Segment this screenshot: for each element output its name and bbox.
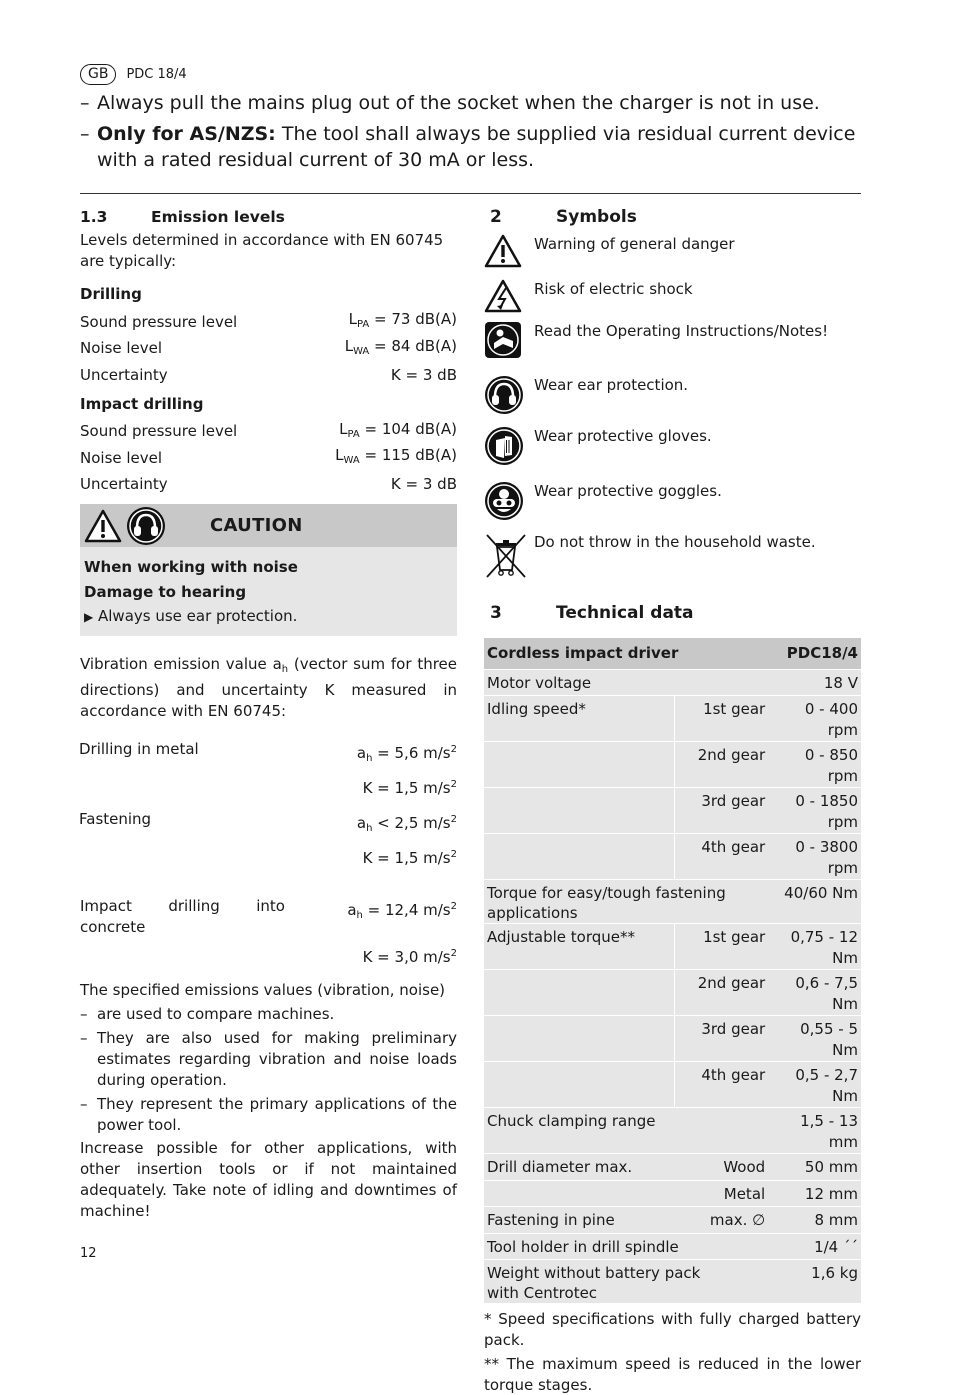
arrow-right-icon: ▶ [84, 610, 94, 624]
top-safety-list [80, 90, 862, 178]
left-column [80, 207, 457, 1222]
symbol-text: Wear protective goggles. [534, 482, 722, 500]
symbol-row [484, 532, 861, 592]
vibration-row: Impact drilling into concrete $a_h = 12,4$ $m/s^2$ [80, 897, 457, 936]
table-row: Tool holder in drill spindle 1/4 ´´ [484, 1233, 861, 1260]
warning-triangle-icon [484, 234, 522, 268]
vibration-row: Fastening $a_h < 2,5$ $m/s^2$ [79, 810, 457, 834]
electric-shock-icon [484, 279, 522, 313]
spec-list-item: – They represent the primary applications of the power tool. [80, 1095, 457, 1134]
table-row: Motor voltage 18 V [484, 669, 861, 696]
impact-row: Sound pressure level $L_{PA} = 104$ dB(A) [80, 419, 457, 441]
language-badge: GB [80, 64, 116, 85]
symbol-row [484, 279, 861, 321]
table-row: 3rd gear 0 - 1850 rpm [484, 788, 861, 834]
symbol-row [484, 426, 861, 481]
table-row: Fastening in pine max. ∅ 8 mm [484, 1207, 861, 1234]
gloves-icon [484, 426, 524, 466]
drilling-row: Uncertainty K = 3 dB [80, 365, 457, 384]
spec-list-item: – They are also used for making preliminary estimates regarding vibration and noise loads during operation. [80, 1029, 457, 1089]
table-row: Weight without battery pack with Centrotec 1,6 kg [484, 1260, 861, 1304]
vibration-row: Drilling in metal $a_h = 5,6$ $m/s^2$ [79, 740, 457, 764]
caution-body [80, 547, 457, 636]
spec-outro: Increase possible for other applications, with other insertion tools or if not maintained adequately. Take note of idling and downtimes of machine! [80, 1139, 457, 1220]
emission-heading: 1.3 Emission levels [80, 208, 285, 226]
impact-row: Noise level $L_{WA} = 115$ dB(A) [80, 446, 457, 467]
ear-protection-icon [484, 375, 524, 415]
table-row: Torque for easy/tough fastening applications 40/60 Nm [484, 880, 861, 924]
vibration-row-k: K = 1,5 $m/s^2$ [362, 779, 457, 797]
caution-box [80, 504, 457, 636]
technical-data-table [484, 638, 861, 1304]
emission-intro: Levels determined in accordance with EN 60745 are typically: [80, 231, 444, 270]
symbols-heading: 2 Symbols [490, 207, 637, 227]
table-header-row: Cordless impact driver PDC18/4 [484, 638, 861, 669]
symbol-text: Do not throw in the household waste. [534, 533, 816, 551]
top-list-text: Only for AS/NZS: The tool shall always be supplied via residual current device with a rated residual current of 30 mA or less. [97, 123, 856, 171]
symbol-text: Warning of general danger [534, 235, 735, 253]
spec-list-item: – are used to compare machines. [80, 1005, 335, 1023]
symbol-row [484, 481, 861, 532]
table-row: Metal 12 mm [484, 1180, 861, 1207]
page-number: 12 [80, 1246, 97, 1261]
caution-line: Damage to hearing [84, 582, 247, 601]
top-list-text: Always pull the mains plug out of the socket when the charger is not in use. [97, 92, 820, 114]
footnote-speed: * Speed specifications with fully charged battery pack. [484, 1310, 861, 1349]
footnote-torque: ** The maximum speed is reduced in the lower torque stages. [484, 1355, 861, 1394]
caution-line: When working with noise [84, 558, 298, 576]
table-row: 2nd gear 0 - 850 rpm [484, 742, 861, 788]
table-row: Drill diameter max. Wood 50 mm [484, 1154, 861, 1181]
caution-action: ▶ Always use ear protection. [84, 607, 298, 625]
symbol-text: Risk of electric shock [534, 280, 693, 298]
table-row: Idling speed* 1st gear 0 - 400 rpm [484, 696, 861, 742]
page-header [80, 64, 187, 85]
warning-triangle-icon [84, 509, 122, 543]
symbol-row [484, 234, 861, 279]
symbol-text: Read the Operating Instructions/Notes! [534, 322, 829, 340]
header-model: PDC 18/4 [126, 67, 187, 82]
top-list-item: – Always pull the mains plug out of the socket when the charger is not in use. [80, 92, 820, 114]
vibration-intro: Vibration emission value $a_h$ (vector sum for three directions) and uncertainty K measured in accordance with EN 60745: [80, 654, 458, 720]
vibration-row-k: K = 3,0 $m/s^2$ [362, 948, 457, 966]
goggles-icon [484, 481, 524, 521]
table-row: Chuck clamping range 1,5 - 13 mm [484, 1108, 861, 1154]
drilling-row: Sound pressure level $L_{PA} = 73$ dB(A) [80, 310, 457, 331]
symbol-text: Wear ear protection. [534, 376, 689, 394]
vibration-row-k: K = 1,5 $m/s^2$ [362, 849, 457, 867]
table-row: 2nd gear 0,6 - 7,5 Nm [484, 970, 861, 1016]
caution-header [80, 504, 457, 547]
table-row: 3rd gear 0,55 - 5 Nm [484, 1016, 861, 1062]
spec-intro: The specified emissions values (vibration, noise) [80, 981, 446, 999]
symbol-row [484, 375, 861, 426]
ear-protection-icon [126, 506, 166, 546]
top-list-item: – Only for AS/NZS: The tool shall always be supplied via residual current device with a rated residual current of 30 mA or less. [80, 121, 862, 173]
right-column [484, 207, 861, 1395]
divider [80, 193, 861, 194]
caution-title: CAUTION [210, 515, 303, 536]
drilling-row: Noise level $L_{WA} = 84$ dB(A) [80, 336, 457, 358]
impact-drilling-heading: Impact drilling [80, 394, 204, 413]
symbol-row [484, 321, 861, 375]
technical-heading: 3 Technical data [490, 603, 694, 623]
vibration-table [80, 739, 457, 968]
impact-row: Uncertainty K = 3 dB [80, 475, 457, 494]
table-row: 4th gear 0 - 3800 rpm [484, 834, 861, 880]
drilling-heading: Drilling [80, 285, 142, 303]
table-row: 4th gear 0,5 - 2,7 Nm [484, 1062, 861, 1108]
crossed-bin-icon [484, 532, 528, 580]
read-manual-icon [484, 321, 522, 359]
symbol-text: Wear protective gloves. [534, 427, 712, 445]
table-row: Adjustable torque** 1st gear 0,75 - 12 Nm [484, 924, 861, 970]
